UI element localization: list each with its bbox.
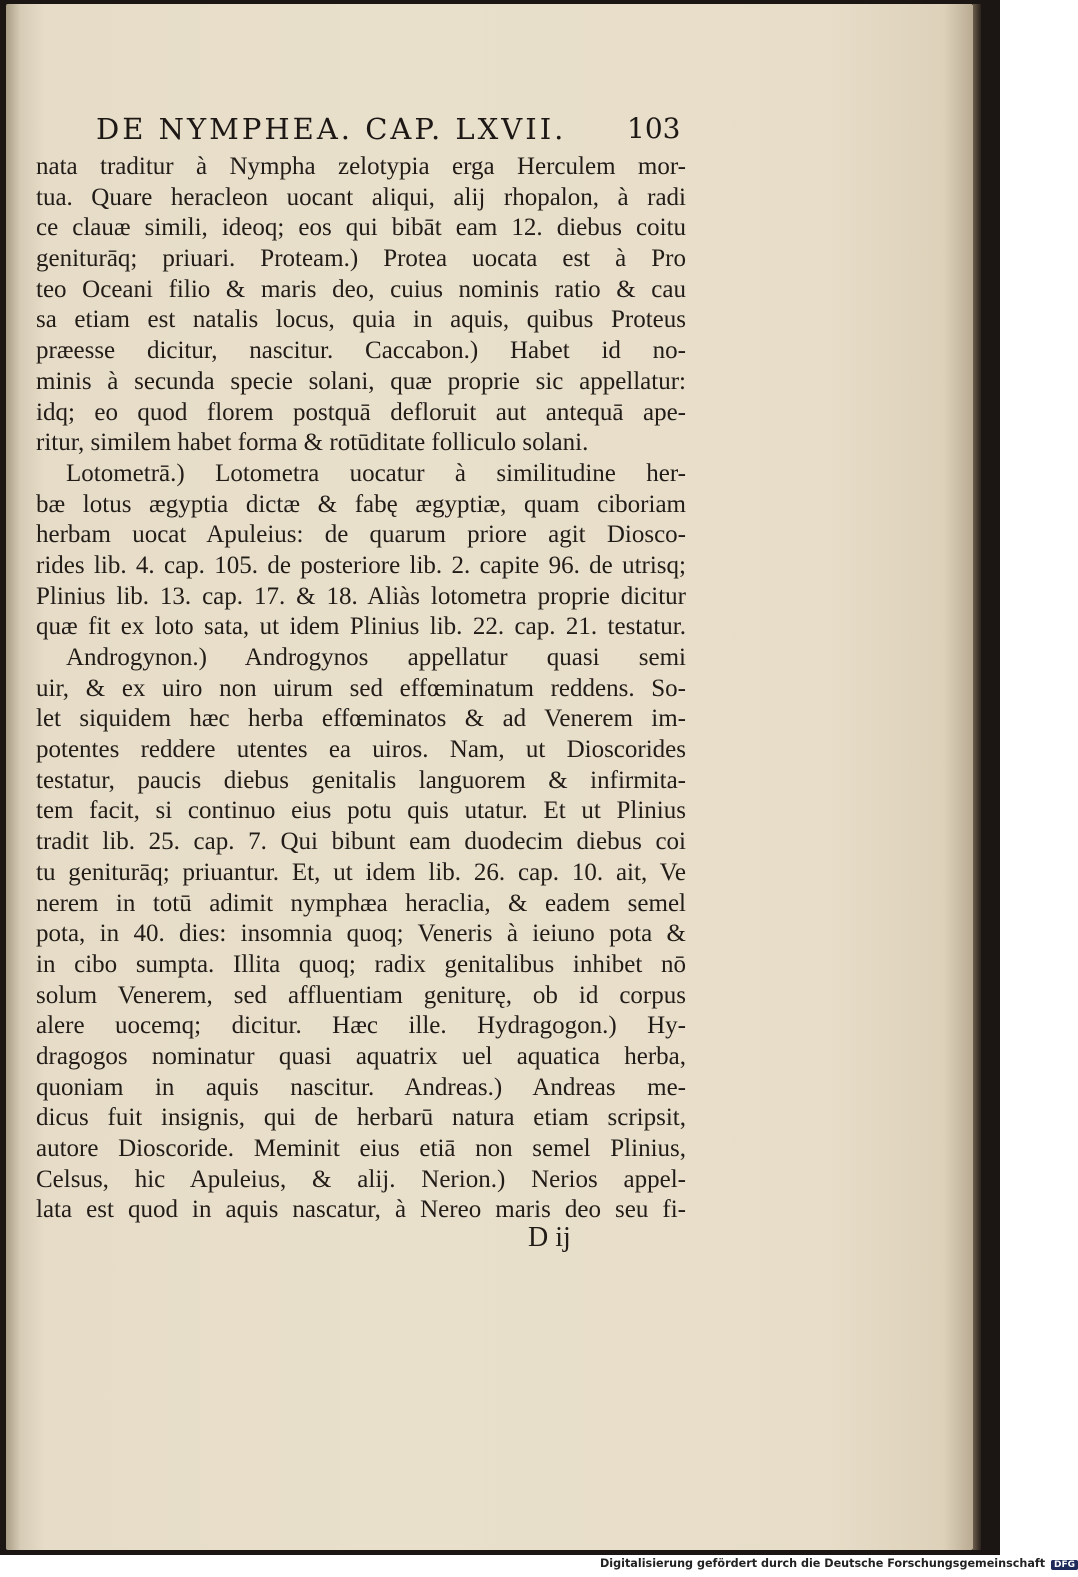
text-line: sa etiam est natalis locus, quia in aquis, quibus Proteus [36,306,686,334]
text-line: tem facit, si continuo eius potu quis utatur. Et ut Plinius [36,797,686,825]
text-line: quæ fit ex loto sata, ut idem Plinius lib. 22. cap. 21. testatur. [36,613,686,641]
text-line: idq; eo quod florem postquā defloruit aut antequā ape- [36,398,686,426]
footer-credit [600,1557,1076,1575]
text-line: dicus fuit insignis, qui de herbarū natura etiam scripsit, [36,1104,686,1132]
text-line: ce clauæ simili, ideoq; eos qui bibāt eam 12. diebus coitu [36,214,686,242]
text-line: præesse dicitur, nascitur. Caccabon.) Habet id no- [36,337,686,365]
text-line: Plinius lib. 13. cap. 17. & 18. Aliàs lotometra proprie dicitur [36,582,686,610]
text-line: alere uocemq; dicitur. Hæc ille. Hydragogon.) Hy- [36,1012,686,1040]
text-line: let siquidem hæc herba effœminatos & ad Venerem im- [36,705,686,733]
page-edge [973,4,981,1550]
text-line: tradit lib. 25. cap. 7. Qui bibunt eam duodecim diebus coi [36,828,686,856]
text-line: pota, in 40. dies: insomnia quoq; Veneris à ieiuno pota & [36,920,686,948]
text-line: dragogos nominatur quasi aquatrix uel aquatica herba, [36,1042,686,1070]
text-line: autore Dioscoride. Meminit eius etiā non semel Plinius, [36,1135,686,1162]
running-head: DE NYMPHEA. CAP. LXVII. [96,112,567,146]
text-line: quoniam in aquis nascitur. Andreas.) Andreas me- [36,1073,686,1101]
text-line: minis à secunda specie solani, quæ proprie sic appellatur: [36,367,686,395]
text-line: Androgynon.) Androgynos appellatur quasi semi [66,644,686,671]
text-line: testatur, paucis diebus genitalis languorem & infirmita- [36,766,686,794]
text-line: solum Venerem, sed affluentiam geniturę, ob id corpus [36,981,686,1009]
text-line: bæ lotus ægyptia dictæ & fabę ægyptiæ, quam ciboriam [36,490,686,518]
text-line: nata traditur à Nympha zelotypia erga Herculem mor- [36,153,686,180]
text-line: rides lib. 4. cap. 105. de posteriore lib. 2. capite 96. de utrisq; [36,551,686,579]
text-line: Lotometrā.) Lotometra uocatur à similitudine her- [66,459,686,487]
text-line: herbam uocat Apuleius: de quarum priore agit Diosco- [36,521,686,549]
text-line: teo Oceani filio & maris deo, cuius nominis ratio & cau [36,275,686,303]
dfg-logo: DFG [1051,1560,1078,1570]
footer-credit-text: Digitalisierung gefördert durch die Deutsche Forschungsgemeinschaft [600,1557,1046,1570]
text-line: in cibo sumpta. Illita quoq; radix genitalibus inhibet nō [36,950,686,978]
text-line: lata est quod in aquis nascatur, à Nereo maris deo seu fi- [36,1196,686,1224]
text-line: potentes reddere utentes ea uiros. Nam, ut Dioscorides [36,736,686,764]
text-line: tua. Quare heracleon uocant aliqui, alij rhopalon, à radi [36,183,686,211]
page-number: 103 [627,112,681,145]
body-text [36,152,686,1226]
text-line: ritur, similem habet forma & rotūditate folliculo solani. [36,429,589,457]
signature-mark: D ij [528,1222,571,1253]
text-line: tu geniturāq; priuantur. Et, ut idem lib. 26. cap. 10. ait, Ve [36,858,686,886]
text-line: geniturāq; priuari. Proteam.) Protea uocata est à Pro [36,245,686,273]
text-line: Celsus, hic Apuleius, & alij. Nerion.) Nerios appel- [36,1165,686,1193]
text-line: nerem in totū adimit nymphæa heraclia, & eadem semel [36,889,686,917]
text-line: uir, & ex uiro non uirum sed effœminatum reddens. So- [36,674,686,702]
